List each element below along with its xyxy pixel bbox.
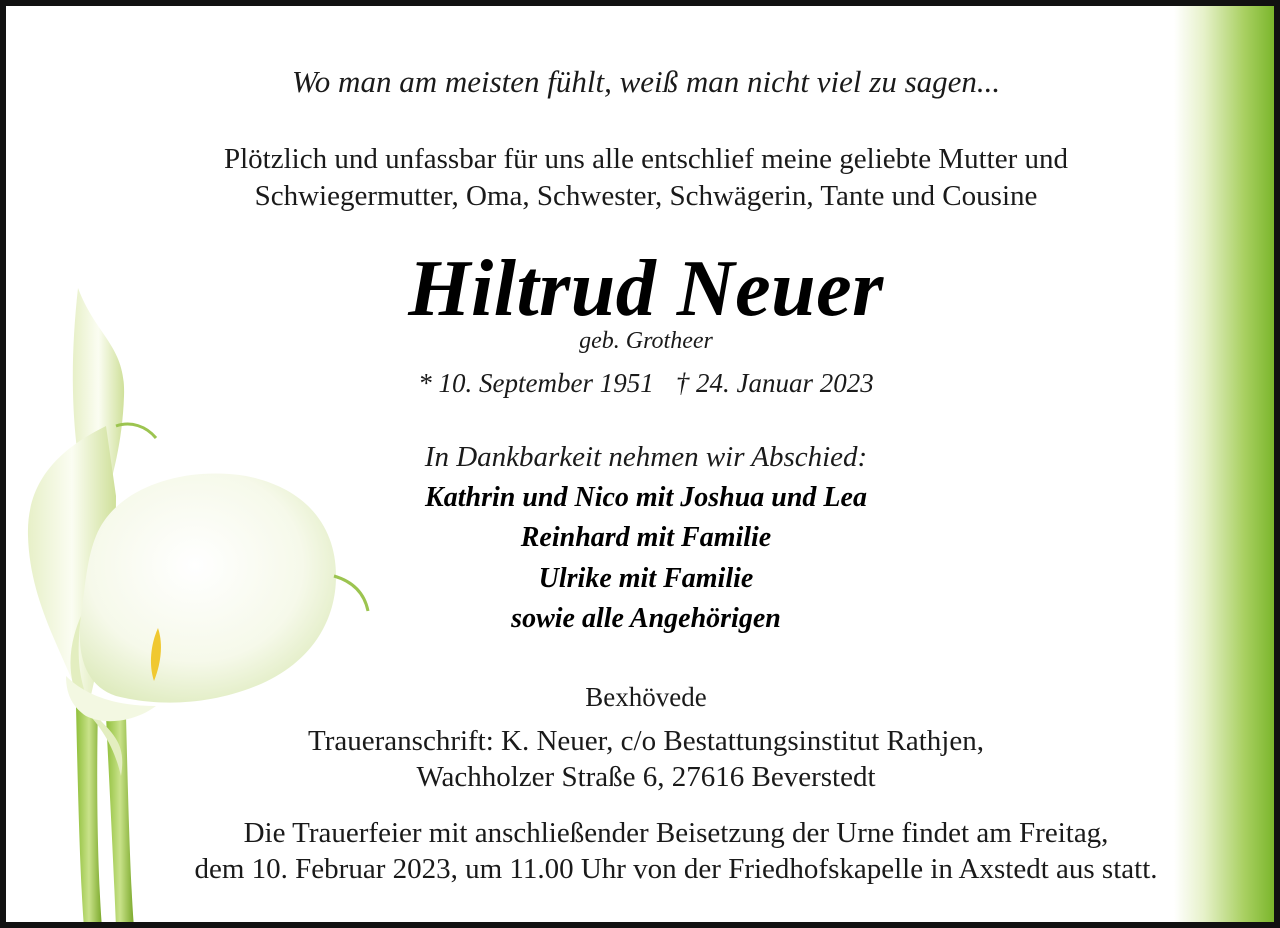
funeral-info-line-1: Die Trauerfeier mit anschließender Beisetzung der Urne findet am Freitag, xyxy=(243,817,1109,849)
address-line-2: Wachholzer Straße 6, 27616 Beverstedt xyxy=(416,761,876,793)
intro-line-2: Schwiegermutter, Oma, Schwester, Schwägerin, Tante und Cousine xyxy=(254,180,1038,212)
birth-date: * 10. September 1951 xyxy=(418,368,654,398)
mourner-line: Reinhard mit Familie xyxy=(520,522,772,553)
funeral-info-line-2: dem 10. Februar 2023, um 11.00 Uhr von der Friedhofskapelle in Axstedt aus statt. xyxy=(194,853,1158,885)
thanks-line: In Dankbarkeit nehmen wir Abschied: xyxy=(424,441,868,473)
place-name: Bexhövede xyxy=(585,682,707,712)
deceased-name: Hiltrud Neuer xyxy=(408,245,884,333)
intro-line-1: Plötzlich und unfassbar für uns alle entschlief meine geliebte Mutter und xyxy=(224,143,1068,175)
death-date: † 24. Januar 2023 xyxy=(675,368,874,398)
maiden-name: geb. Grotheer xyxy=(579,328,713,354)
mourner-line: Kathrin und Nico mit Joshua und Lea xyxy=(425,482,867,513)
mourner-line: sowie alle Angehörigen xyxy=(511,603,781,634)
life-dates xyxy=(6,368,1280,399)
address-line-1: Traueranschrift: K. Neuer, c/o Bestattungsinstitut Rathjen, xyxy=(308,725,984,757)
mourner-line: Ulrike mit Familie xyxy=(538,563,754,594)
opening-quote: Wo man am meisten fühlt, weiß man nicht viel zu sagen... xyxy=(291,64,1001,99)
